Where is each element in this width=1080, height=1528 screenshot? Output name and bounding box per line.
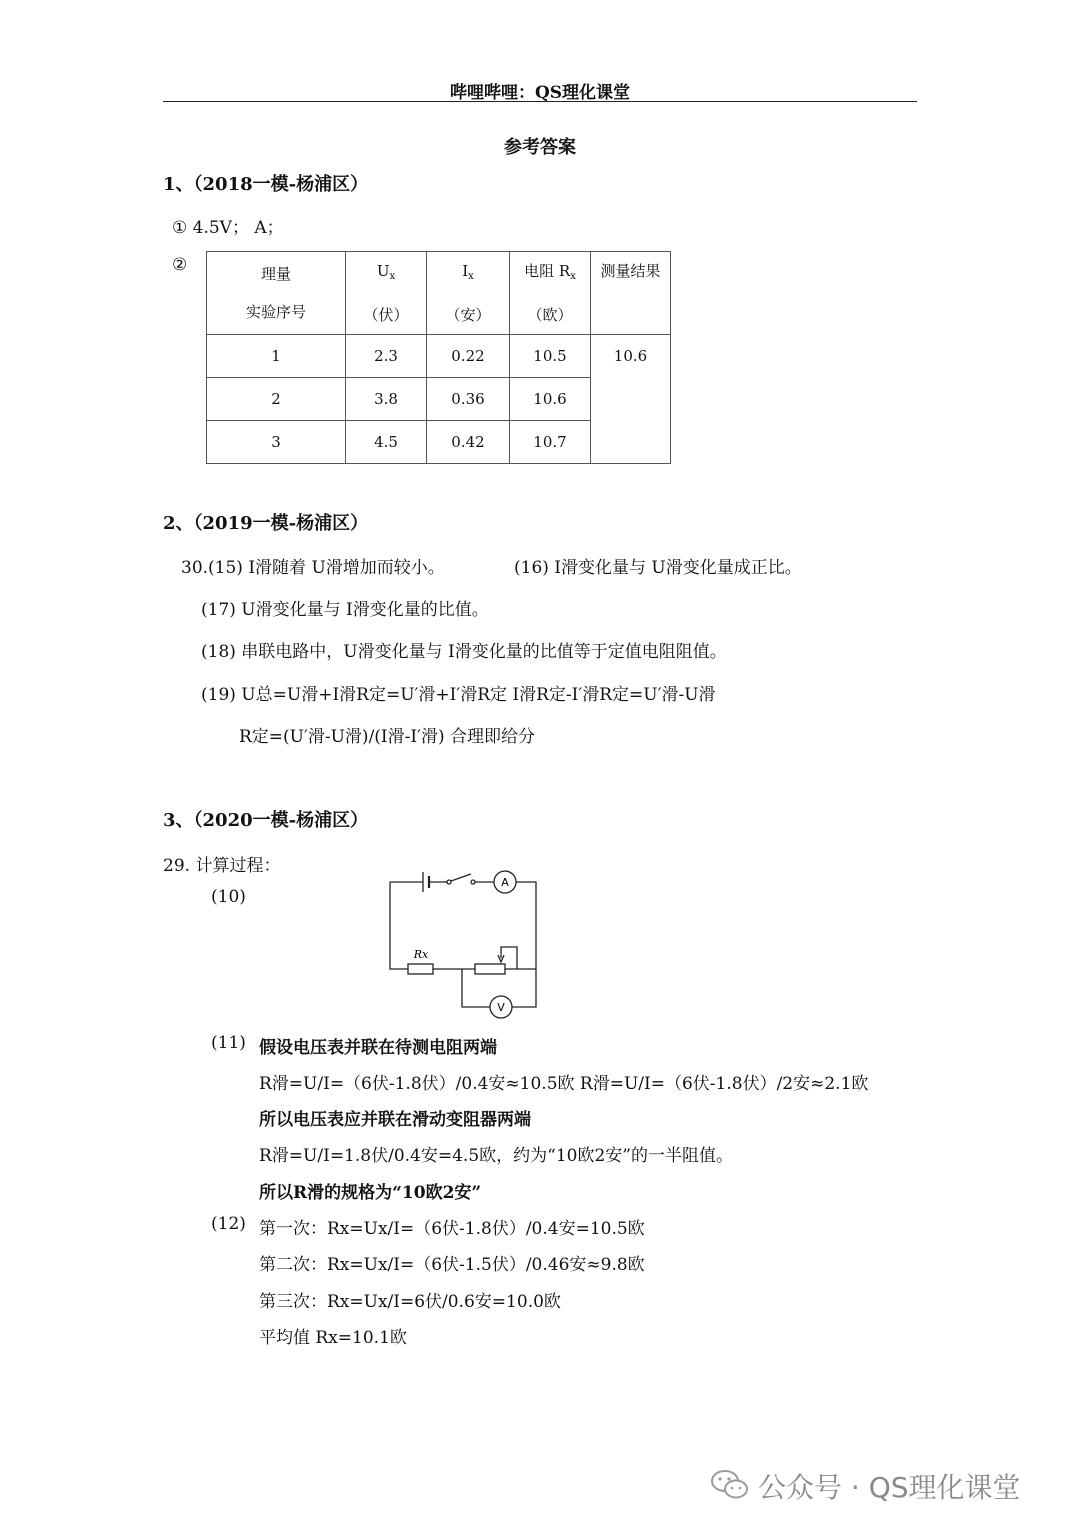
table-cell: 10.6	[510, 378, 591, 421]
part-11-line-2: R滑=U/I=（6伏-1.8伏）/0.4安≈10.5欧 R滑=U/I=（6伏-1.8伏）/2安≈2.1欧	[259, 1074, 869, 1094]
wechat-icon	[710, 1468, 750, 1502]
switch-pivot	[447, 880, 451, 884]
ammeter-label: A	[501, 876, 509, 889]
table-cell: 10.7	[510, 421, 591, 464]
part-11-line-3: 所以电压表应并联在滑动变阻器两端	[259, 1110, 531, 1130]
header-cell	[427, 252, 510, 335]
table-cell: 0.42	[427, 421, 510, 464]
part-12-label: (12)	[211, 1214, 246, 1234]
data-table	[206, 251, 671, 464]
answer-17: (17) U滑变化量与 I滑变化量的比值。	[201, 600, 489, 620]
table-cell: 2.3	[346, 335, 427, 378]
part-11-line-5: 所以R滑的规格为“10欧2安”	[259, 1183, 482, 1203]
header-sub: x	[570, 271, 576, 282]
table-header-row	[207, 252, 671, 335]
header-cell	[346, 252, 427, 335]
answer-19: (19) U总=U滑+I滑R定=U′滑+I′滑R定 I滑R定-I′滑R定=U′滑-U滑	[201, 685, 716, 705]
switch-blade	[451, 874, 471, 881]
table-cell: 0.22	[427, 335, 510, 378]
table-cell: 10.5	[510, 335, 591, 378]
table-cell: 2	[207, 378, 346, 421]
part-12-line-1: 第一次：Rx=Ux/I=（6伏-1.8伏）/0.4安=10.5欧	[259, 1219, 645, 1239]
header-label: U	[376, 262, 390, 280]
part-11-label: (11)	[211, 1033, 246, 1053]
part-10-label: (10)	[211, 887, 246, 907]
answer-15: 30.(15) I滑随着 U滑增加而较小。	[181, 558, 445, 578]
header-label: 测量结果	[600, 262, 661, 280]
header-sub: x	[468, 271, 474, 282]
voltmeter-label: V	[497, 1001, 505, 1014]
header-label: 电阻 R	[524, 262, 571, 280]
page-header: 哔哩哔哩：QS理化课堂	[449, 83, 631, 103]
answer-19-formula: R定=(U′滑-U滑)/(I滑-I′滑) 合理即给分	[239, 727, 535, 747]
header-label: I	[462, 262, 469, 280]
q1-answer: ① 4.5V； A；	[172, 218, 284, 238]
page-title: 参考答案	[504, 137, 576, 158]
table-cell: 3.8	[346, 378, 427, 421]
table-row	[207, 335, 671, 378]
part-11-line-1: 假设电压表并联在待测电阻两端	[259, 1038, 497, 1058]
header-label: 实验序号	[245, 303, 306, 321]
part-12-line-4: 平均值 Rx=10.1欧	[259, 1328, 407, 1348]
table-cell: 4.5	[346, 421, 427, 464]
header-cell	[591, 252, 671, 335]
header-cell	[510, 252, 591, 335]
q2-marker: ②	[172, 255, 188, 275]
section-2-heading: 2、（2019一模-杨浦区）	[163, 513, 369, 534]
header-unit: （伏）	[363, 306, 409, 324]
section-3-heading: 3、（2020一模-杨浦区）	[163, 810, 369, 831]
header-label: 理量	[260, 265, 291, 283]
header-unit: （安）	[445, 306, 491, 324]
header-rule	[163, 101, 917, 102]
header-cell	[207, 252, 346, 335]
table-cell: 0.36	[427, 378, 510, 421]
resistor-label: Rx	[413, 948, 429, 961]
answer-16: (16) I滑变化量与 U滑变化量成正比。	[514, 558, 802, 578]
table-cell: 1	[207, 335, 346, 378]
watermark: 公众号 · QS理化课堂	[758, 1471, 1021, 1504]
result-cell: 10.6	[591, 335, 671, 464]
rheostat-icon	[475, 964, 505, 974]
part-11-line-4: R滑=U/I=1.8伏/0.4安=4.5欧，约为“10欧2安”的一半阻值。	[259, 1146, 733, 1166]
section-1-heading: 1、（2018一模-杨浦区）	[163, 174, 369, 195]
part-12-line-3: 第三次：Rx=Ux/I=6伏/0.6安=10.0欧	[259, 1292, 561, 1312]
part-12-line-2: 第二次：Rx=Ux/I=（6伏-1.5伏）/0.46安≈9.8欧	[259, 1255, 645, 1275]
q29-label: 29. 计算过程：	[163, 856, 281, 876]
table-cell: 3	[207, 421, 346, 464]
circuit-diagram	[385, 862, 545, 1022]
resistor-rx	[408, 964, 433, 974]
answer-18: (18) 串联电路中，U滑变化量与 I滑变化量的比值等于定值电阻阻值。	[201, 642, 727, 662]
header-unit: （欧）	[527, 306, 573, 324]
header-sub: x	[389, 271, 396, 282]
